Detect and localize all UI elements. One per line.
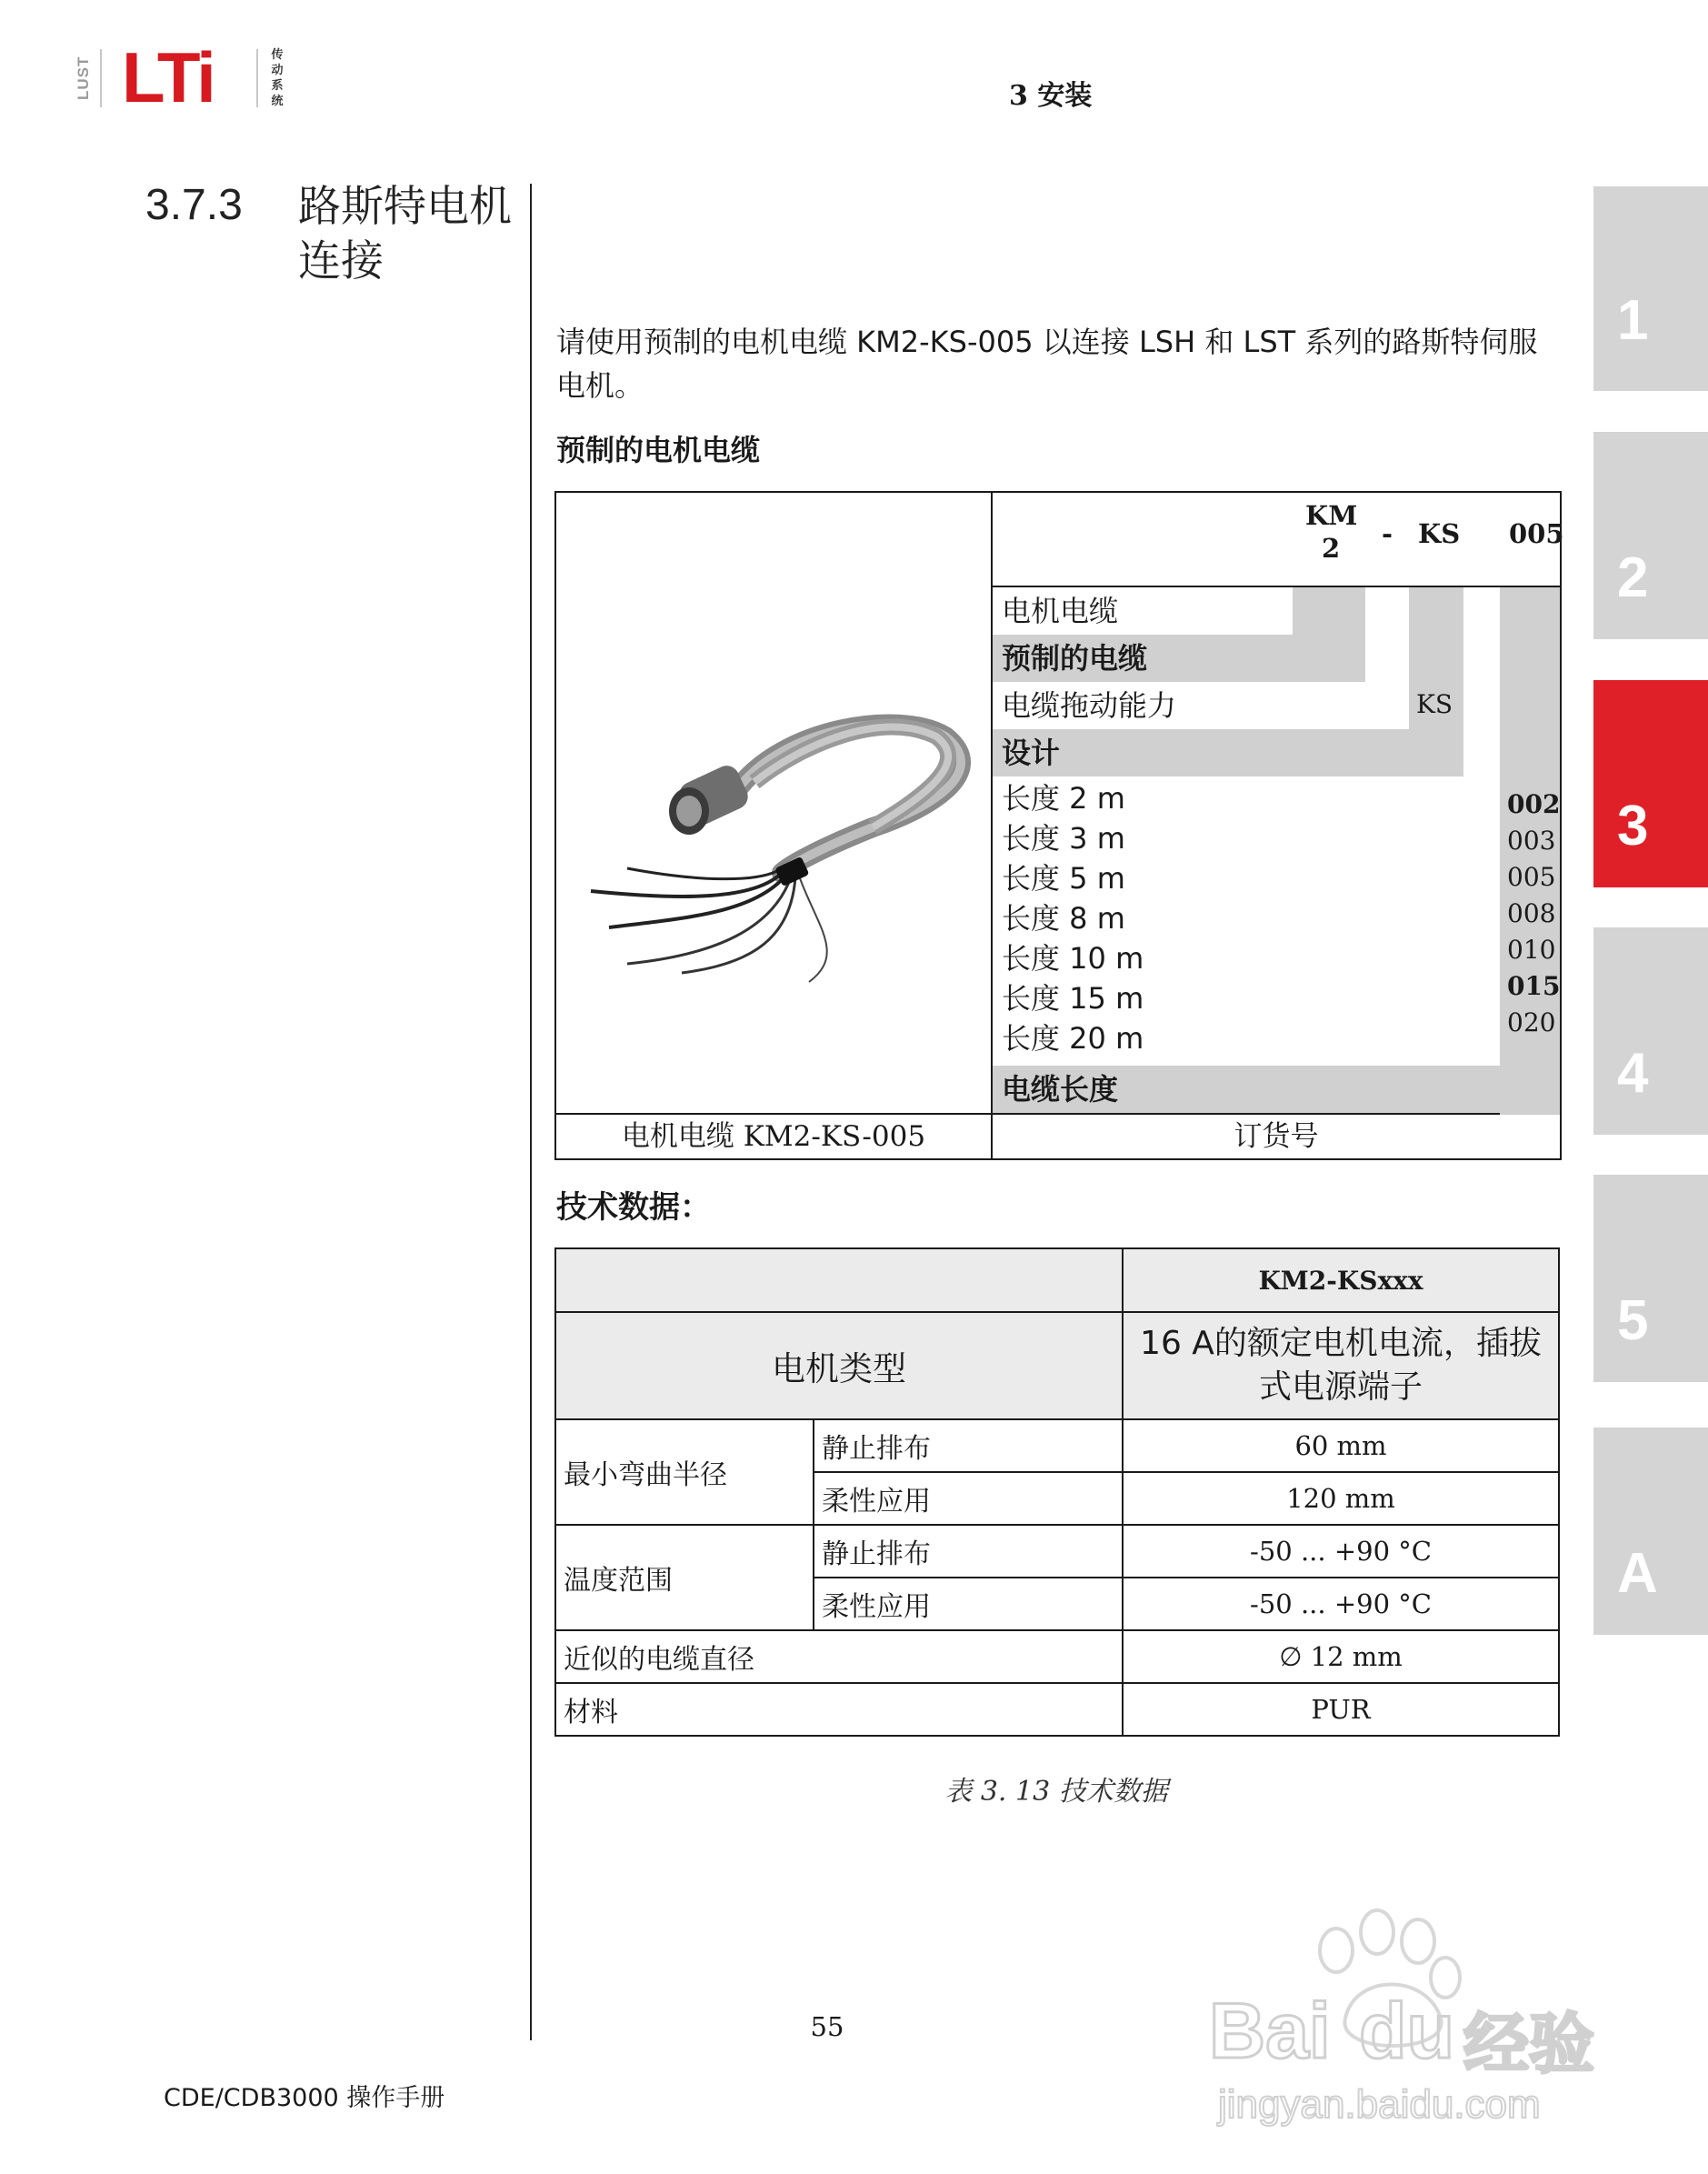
length-label: 长度 2 m (1002, 781, 1125, 816)
length-code: 010 (1507, 935, 1556, 965)
watermark-url: jingyan.baidu.com (1218, 2082, 1541, 2127)
footer-manual-title: CDE/CDB3000 操作手册 (164, 2084, 445, 2112)
company-logo (75, 37, 293, 117)
length-code: 002 (1507, 789, 1561, 819)
table-row (555, 1419, 1559, 1472)
tab-label: 1 (1617, 289, 1649, 352)
code-length: 005 (1509, 518, 1564, 549)
tab-chapter-2[interactable] (1593, 432, 1708, 639)
flexible-label: 柔性应用 (814, 1578, 1123, 1630)
table-row (555, 1683, 1559, 1736)
code-km-sub: 2 (1322, 533, 1341, 564)
table-row (555, 1525, 1559, 1578)
table-row (555, 1630, 1559, 1683)
tab-label: 2 (1617, 546, 1649, 609)
temp-static-value: -50 ... +90 °C (1123, 1525, 1559, 1578)
tab-chapter-1[interactable] (1593, 186, 1708, 391)
bend-radius-label: 最小弯曲半径 (555, 1419, 814, 1525)
static-label: 静止排布 (814, 1525, 1123, 1578)
motor-type-value: 16 A的额定电机电流，插拔式电源端子 (1123, 1312, 1559, 1419)
label-cable-length: 电缆长度 (1002, 1072, 1119, 1107)
tab-chapter-4[interactable] (1593, 927, 1708, 1135)
length-code: 015 (1507, 971, 1561, 1001)
length-label: 长度 3 m (1002, 821, 1125, 856)
label-design: 设计 (1002, 736, 1061, 770)
bend-flex-value: 120 mm (1123, 1472, 1559, 1525)
length-label: 长度 20 m (1002, 1021, 1144, 1056)
length-label: 长度 10 m (1002, 941, 1144, 976)
tab-label: A (1617, 1542, 1658, 1605)
length-label: 长度 15 m (1002, 981, 1144, 1016)
bracket-ks-top (1409, 587, 1463, 682)
bracket-km (1293, 587, 1365, 635)
length-code: 020 (1507, 1007, 1556, 1037)
label-drag: 电缆拖动能力 (1002, 688, 1177, 723)
code-km: KM (1305, 500, 1358, 531)
order-number-caption: 订货号 (1234, 1120, 1319, 1153)
bracket-design (993, 729, 1463, 776)
cable-heading: 预制的电机电缆 (556, 433, 761, 467)
tab-label: 3 (1617, 795, 1649, 857)
length-label: 长度 8 m (1002, 901, 1125, 936)
material-label: 材料 (555, 1683, 1123, 1736)
watermark-cn: 经验 (1463, 2006, 1595, 2082)
tech-data-heading: 技术数据： (556, 1189, 711, 1226)
logo-subtitle: 传动系统 (271, 48, 284, 108)
watermark-brand: Bai (1209, 1988, 1331, 2075)
motor-cable-image (573, 709, 973, 1000)
length-code: 003 (1507, 826, 1556, 856)
logo-divider (256, 49, 258, 107)
bend-static-value: 60 mm (1123, 1419, 1559, 1472)
code-header-cell (991, 491, 1562, 587)
table-row (555, 1312, 1559, 1419)
tab-chapter-5[interactable] (1593, 1175, 1708, 1382)
tab-label: 4 (1617, 1042, 1649, 1105)
table-header-blank (555, 1248, 1123, 1312)
tab-chapter-a[interactable] (1593, 1428, 1708, 1635)
watermark-brand2: du (1359, 1988, 1455, 2075)
static-label: 静止排布 (814, 1419, 1123, 1472)
logo-divider (100, 49, 102, 107)
section-number: 3.7.3 (145, 181, 243, 229)
length-code: 005 (1507, 862, 1556, 892)
page-number: 55 (810, 2011, 844, 2042)
diameter-value: ∅ 12 mm (1123, 1630, 1559, 1683)
motor-type-label: 电机类型 (555, 1312, 1123, 1419)
material-value: PUR (1123, 1683, 1559, 1736)
logo-lti-text: LTi (122, 37, 214, 117)
temp-range-label: 温度范围 (555, 1525, 814, 1630)
temp-flex-value: -50 ... +90 °C (1123, 1578, 1559, 1630)
tab-chapter-3[interactable] (1593, 680, 1708, 887)
intro-paragraph: 请使用预制的电机电缆 KM2-KS-005 以连接 LSH 和 LST 系列的路斯特伺服电机。 (556, 325, 1538, 403)
order-code-table (554, 491, 1562, 1160)
flexible-label: 柔性应用 (814, 1472, 1123, 1525)
label-prefab: 预制的电缆 (1002, 641, 1148, 676)
logo-lust-text: LUST (75, 55, 92, 101)
table-caption: 表 3. 13 技术数据 (944, 1776, 1168, 1808)
code-ks: KS (1418, 518, 1461, 549)
code-drag: KS (1416, 689, 1453, 719)
table-row (555, 1248, 1559, 1312)
image-caption: 电机电缆 KM2-KS-005 (621, 1120, 926, 1153)
tab-label: 5 (1617, 1289, 1649, 1352)
length-label: 长度 5 m (1002, 861, 1125, 896)
tech-data-table (554, 1247, 1560, 1737)
margin-rule (530, 184, 532, 2040)
diameter-label: 近似的电缆直径 (555, 1630, 1123, 1683)
running-header: 3 安装 (1009, 80, 1093, 112)
section-title: 路斯特电机连接 (298, 182, 512, 286)
label-motor-cable: 电机电缆 (1002, 594, 1119, 628)
length-code: 008 (1507, 898, 1556, 928)
code-dash: - (1382, 518, 1393, 549)
column-header: KM2-KSxxx (1123, 1248, 1559, 1312)
baidu-watermark (1200, 1900, 1627, 2137)
